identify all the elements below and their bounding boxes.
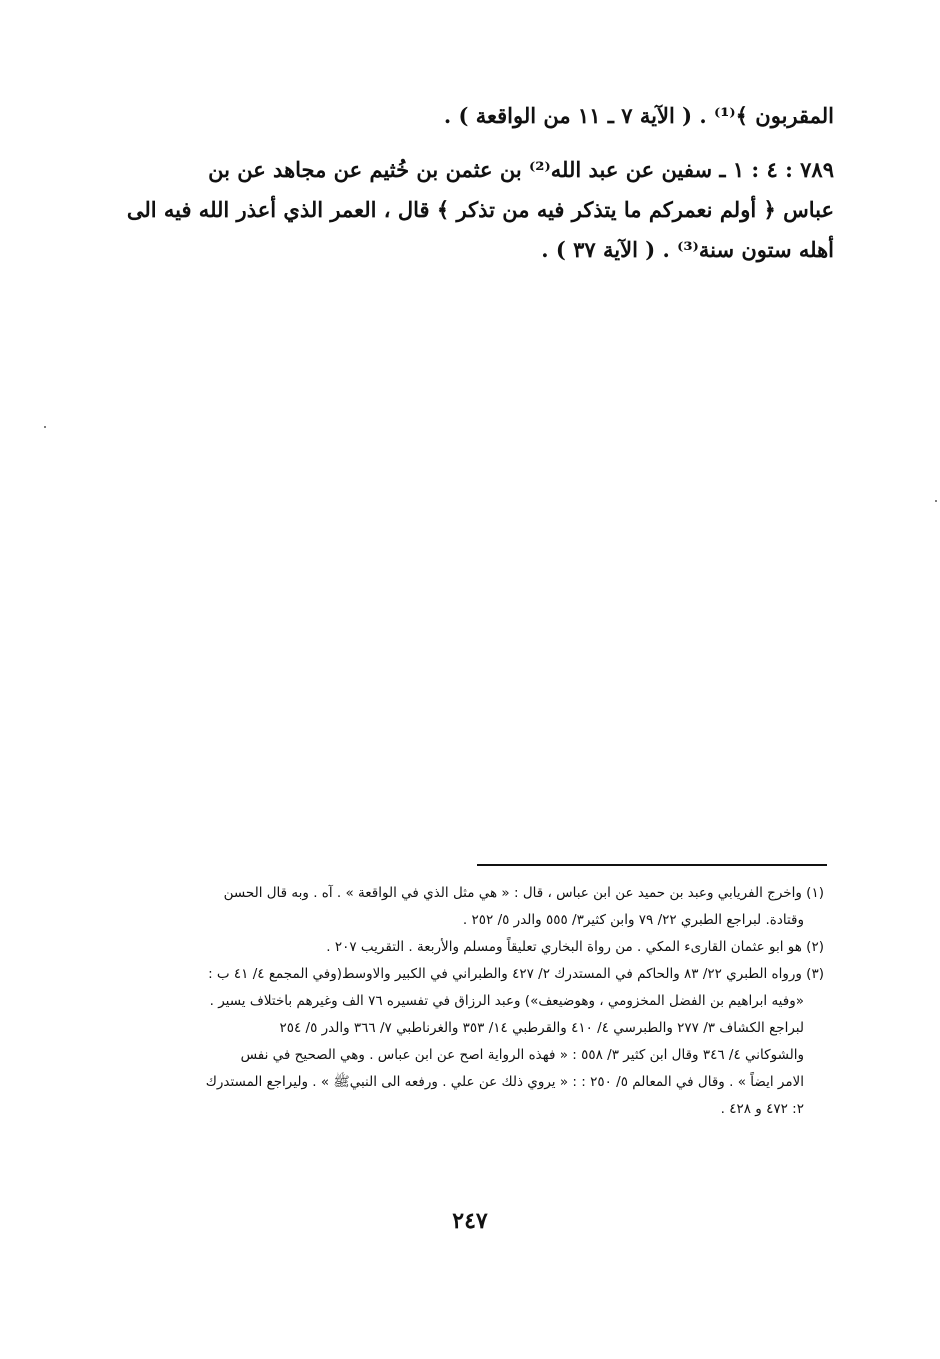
footnote-line: الامر ايضاً » . وقال في المعالم ٥/ ٢٥٠ : : « يروي ذلك عن علي . ورفعه الى النبيﷺ » . وليراجع المستدرك xyxy=(205,1074,804,1090)
footnote-line: (١) واخرج الفريابي وعبد بن حميد عن ابن عباس ، قال : « هي مثل الذي في الواقعة » . آه . وبه قال الحسن xyxy=(223,885,824,901)
verse-continuation-line: المقربون ﴾⁽¹⁾ . ( الآية ٧ ـ ١١ من الواقعة ) . xyxy=(443,103,834,128)
footnotes xyxy=(124,880,824,1123)
paragraph-line: عباس ﴿ أولم نعمركم ما يتذكر فيه من تذكر ﴾ قال ، العمر الذي أعذر الله فيه الى xyxy=(126,197,834,222)
footnote-line: (٣) ورواه الطبري ٢٢/ ٨٣ والحاكم في المستدرك ٢/ ٤٢٧ والطبراني في الكبير والاوسط(وفي المجمع ٤/ ٤١ ب : xyxy=(208,966,824,982)
footnote-line: والشوكاني ٤/ ٣٤٦ وقال ابن كثير ٣/ ٥٥٨ : « فهذه الرواية اصح عن ابن عباس . وهي الصحيح في نفس xyxy=(240,1047,804,1063)
page-number: ٢٤٧ xyxy=(452,1208,488,1234)
footnote-line: ٢: ٤٧٢ و ٤٢٨ . xyxy=(720,1101,804,1117)
scan-speck xyxy=(44,426,46,428)
paragraph-line: ٧٨٩ : ٤ : ١ ـ سفين عن عبد الله⁽²⁾ بن عثمن بن خُثيم عن مجاهد عن بن xyxy=(208,157,834,182)
hadith-paragraph xyxy=(126,150,834,270)
footnote-line: (٢) هو ابو عثمان القارىء المكي . من رواة البخاري تعليقاً ومسلم والأربعة . التقريب ٢٠٧ . xyxy=(326,939,824,955)
footnote-line: «وفيه ابراهيم بن الفضل المخزومي ، وهوضيعف») وعبد الرزاق في تفسيره ٧٦ الف وغيرهم باختلاف يسير . xyxy=(209,993,804,1009)
footnote-line: وقتادة. لبراجع الطبري ٢٢/ ٧٩ وابن كثير٣/ ٥٥٥ والدر ٥/ ٢٥٢ . xyxy=(462,912,804,928)
scan-speck xyxy=(935,500,937,502)
footnote-separator xyxy=(477,864,827,866)
paragraph-line: أهله ستون سنة⁽³⁾ . ( الآية ٣٧ ) . xyxy=(541,237,834,262)
footnote-line: لبراجع الكشاف ٣/ ٢٧٧ والطبرسي ٤/ ٤١٠ والقرطبي ١٤/ ٣٥٣ والغرناطبي ٧/ ٣٦٦ والدر ٥/ ٢٥٤ xyxy=(279,1020,804,1036)
